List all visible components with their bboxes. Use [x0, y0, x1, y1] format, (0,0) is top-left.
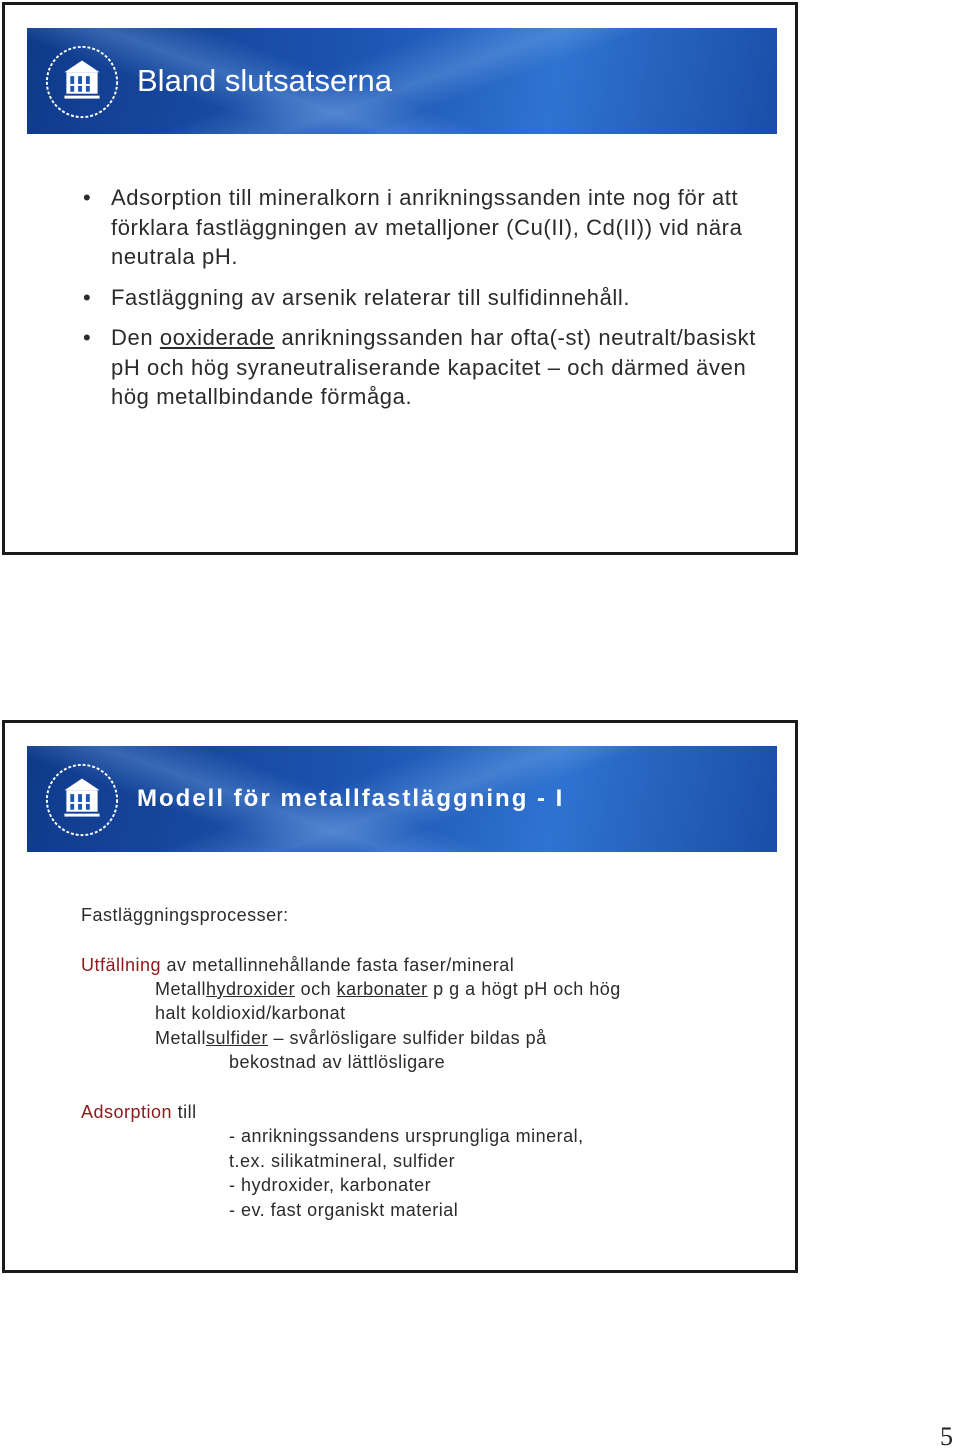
adsorption-item: - anrikningssandens ursprungliga mineral, — [229, 1126, 584, 1146]
slide-1 — [2, 2, 798, 555]
intro-text: Fastläggningsprocesser: — [81, 905, 289, 925]
adsorption-item: - ev. fast organiskt material — [229, 1200, 459, 1220]
bullet-item: • Adsorption till mineralkorn i anrikningssanden inte nog för att förklara fastläggningen av metalljoner (Cu(II), Cd(II)) vid nära neutrala pH. — [83, 185, 743, 269]
page-number: 5 — [940, 1422, 953, 1451]
adsorption-item: - hydroxider, karbonater — [229, 1175, 432, 1195]
adsorption-item: t.ex. silikatmineral, sulfider — [229, 1151, 456, 1171]
bullet-item: • Fastläggning av arsenik relaterar till sulfidinnehåll. — [83, 283, 763, 313]
bullet-dot-icon: • — [83, 284, 92, 310]
hydroxide-line-2: halt koldioxid/karbonat — [155, 1003, 346, 1023]
adsorption-heading: Adsorption till — [81, 1102, 197, 1122]
slide-1-bullet-list — [83, 183, 763, 423]
hydroxide-line: Metallhydroxider och karbonater p g a högt pH och hög — [155, 979, 621, 999]
university-seal-icon — [43, 43, 121, 121]
precipitation-heading: Utfällning av metallinnehållande fasta faser/mineral — [81, 955, 515, 975]
slide-2 — [2, 720, 798, 1273]
slide-1-title: Bland slutsatserna — [137, 63, 393, 98]
slide-2-banner — [27, 746, 777, 852]
slide-2-title: Modell för metallfastläggning - I — [137, 785, 565, 812]
sulfide-line: Metallsulfider – svårlösligare sulfider bildas på — [155, 1028, 547, 1048]
underlined-term: ooxiderade — [159, 325, 275, 350]
bullet-dot-icon: • — [83, 185, 92, 210]
sulfide-line-2: bekostnad av lättlösligare — [229, 1052, 446, 1072]
bullet-item: • Den ooxiderade anrikningssanden har ofta(-st) neutralt/basiskt pH och hög syraneutraliserande kapacitet – och därmed även hög metallbindande förmåga. — [83, 325, 756, 409]
university-seal-icon — [43, 761, 121, 839]
bullet-dot-icon: • — [83, 325, 92, 350]
slide-1-banner — [27, 28, 777, 134]
